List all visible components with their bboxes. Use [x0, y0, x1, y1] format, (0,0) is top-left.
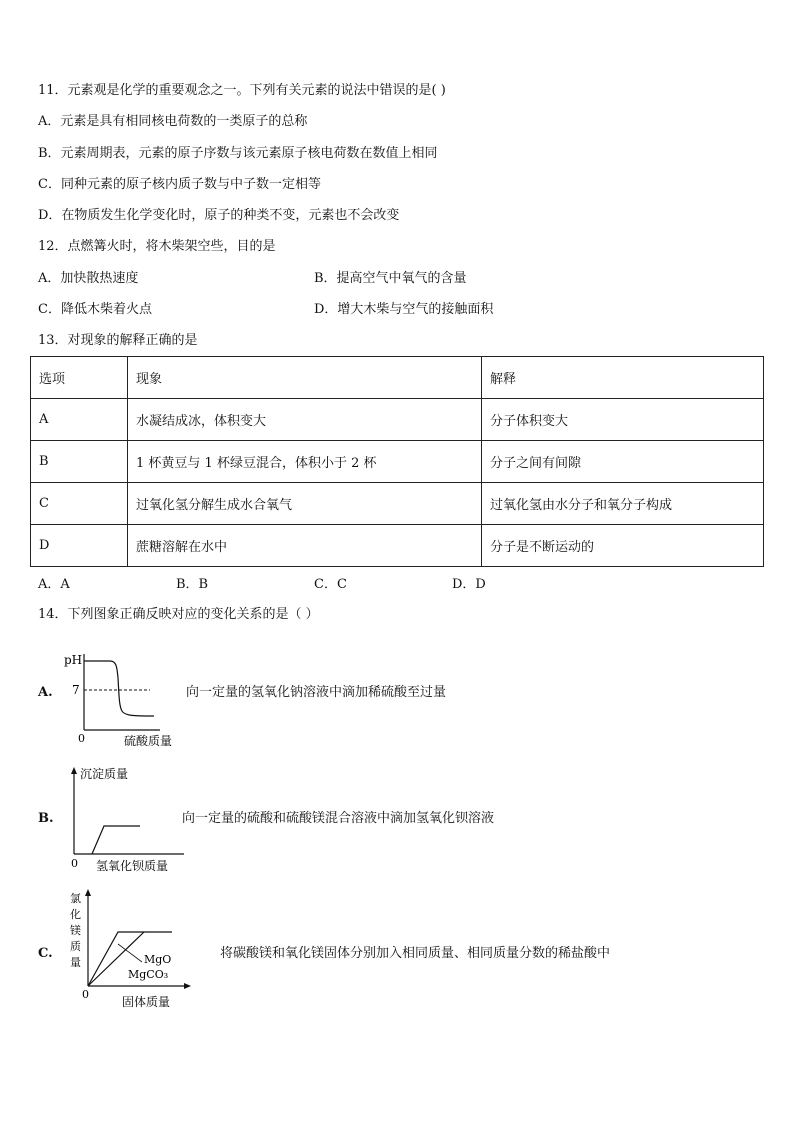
cell-option: A	[31, 399, 128, 441]
graph-c-series1: MgO	[144, 953, 172, 966]
graph-b-xlabel: 氢氧化钡质量	[96, 859, 169, 873]
q14-c-label: C.	[38, 946, 53, 961]
graph-a-xlabel: 硫酸质量	[124, 734, 173, 748]
q13-choice-b: B．B	[176, 577, 209, 592]
cell-phenomenon: 蔗糖溶解在水中	[128, 525, 482, 567]
graph-b-origin: 0	[71, 857, 78, 870]
cell-option: C	[31, 483, 128, 525]
q13-choice-d: D．D	[452, 577, 486, 592]
table-row	[31, 399, 764, 441]
q11-stem: 11．元素观是化学的重要观念之一。下列有关元素的说法中错误的是( )	[38, 83, 446, 98]
q12-option-d: D．增大木柴与空气的接触面积	[314, 302, 494, 317]
q13-choice-c: C．C	[314, 577, 347, 592]
q14-a-label: A.	[38, 685, 53, 700]
graph-c-ylabel-1: 氯	[70, 892, 81, 905]
graph-c-ylabel-2: 化	[70, 908, 81, 921]
cell-explanation: 分子是不断运动的	[482, 525, 764, 567]
q14-c-graph	[66, 888, 194, 1012]
graph-c-series2: MgCO₃	[128, 968, 169, 981]
graph-a-ymark: 7	[72, 683, 80, 697]
q12-option-b: B．提高空气中氧气的含量	[314, 271, 467, 286]
cell-option: D	[31, 525, 128, 567]
graph-c-ylabel-5: 量	[70, 956, 81, 969]
cell-phenomenon: 过氧化氢分解生成水合氧气	[128, 483, 482, 525]
q13-stem: 13．对现象的解释正确的是	[38, 333, 198, 348]
q12-stem: 12．点燃篝火时，将木柴架空些，目的是	[38, 239, 276, 254]
cell-phenomenon: 水凝结成冰，体积变大	[128, 399, 482, 441]
q14-b-graph	[64, 764, 192, 876]
graph-a-ylabel: pH	[64, 653, 83, 667]
q14-a-desc: 向一定量的氢氧化钠溶液中滴加稀硫酸至过量	[186, 685, 447, 700]
cell-phenomenon: 1 杯黄豆与 1 杯绿豆混合，体积小于 2 杯	[128, 441, 482, 483]
q11-option-c: C．同种元素的原子核内质子数与中子数一定相等	[38, 177, 321, 192]
header-explanation: 解释	[482, 357, 764, 399]
q14-stem: 14．下列图象正确反映对应的变化关系的是（ ）	[38, 607, 319, 622]
q14-c-desc: 将碳酸镁和氧化镁固体分别加入相同质量、相同质量分数的稀盐酸中	[220, 946, 611, 961]
q13-choice-a: A．A	[38, 577, 70, 592]
table-row	[31, 441, 764, 483]
cell-explanation: 分子体积变大	[482, 399, 764, 441]
header-option: 选项	[31, 357, 128, 399]
q11-option-b: B．元素周期表，元素的原子序数与该元素原子核电荷数在数值上相同	[38, 146, 438, 161]
table-row	[31, 525, 764, 567]
q13-table	[30, 356, 764, 567]
header-phenomenon: 现象	[128, 357, 482, 399]
q14-a-graph	[60, 646, 190, 750]
q11-option-a: A．元素是具有相同核电荷数的一类原子的总称	[38, 114, 308, 129]
cell-option: B	[31, 441, 128, 483]
graph-c-ylabel-3: 镁	[70, 924, 81, 937]
cell-explanation: 过氧化氢由水分子和氧分子构成	[482, 483, 764, 525]
q14-b-desc: 向一定量的硫酸和硫酸镁混合溶液中滴加氢氧化钡溶液	[182, 811, 495, 826]
cell-explanation: 分子之间有间隙	[482, 441, 764, 483]
graph-b-ylabel: 沉淀质量	[80, 767, 129, 781]
table-row	[31, 483, 764, 525]
graph-c-xlabel: 固体质量	[122, 995, 171, 1009]
graph-c-origin: 0	[82, 988, 89, 1001]
graph-a-origin: 0	[78, 732, 85, 745]
q11-option-d: D．在物质发生化学变化时，原子的种类不变，元素也不会改变	[38, 208, 400, 223]
q12-option-c: C．降低木柴着火点	[38, 302, 152, 317]
table-header-row	[31, 357, 764, 399]
q14-b-label: B.	[38, 811, 54, 826]
graph-c-ylabel-4: 质	[70, 940, 81, 953]
q12-option-a: A．加快散热速度	[38, 271, 139, 286]
